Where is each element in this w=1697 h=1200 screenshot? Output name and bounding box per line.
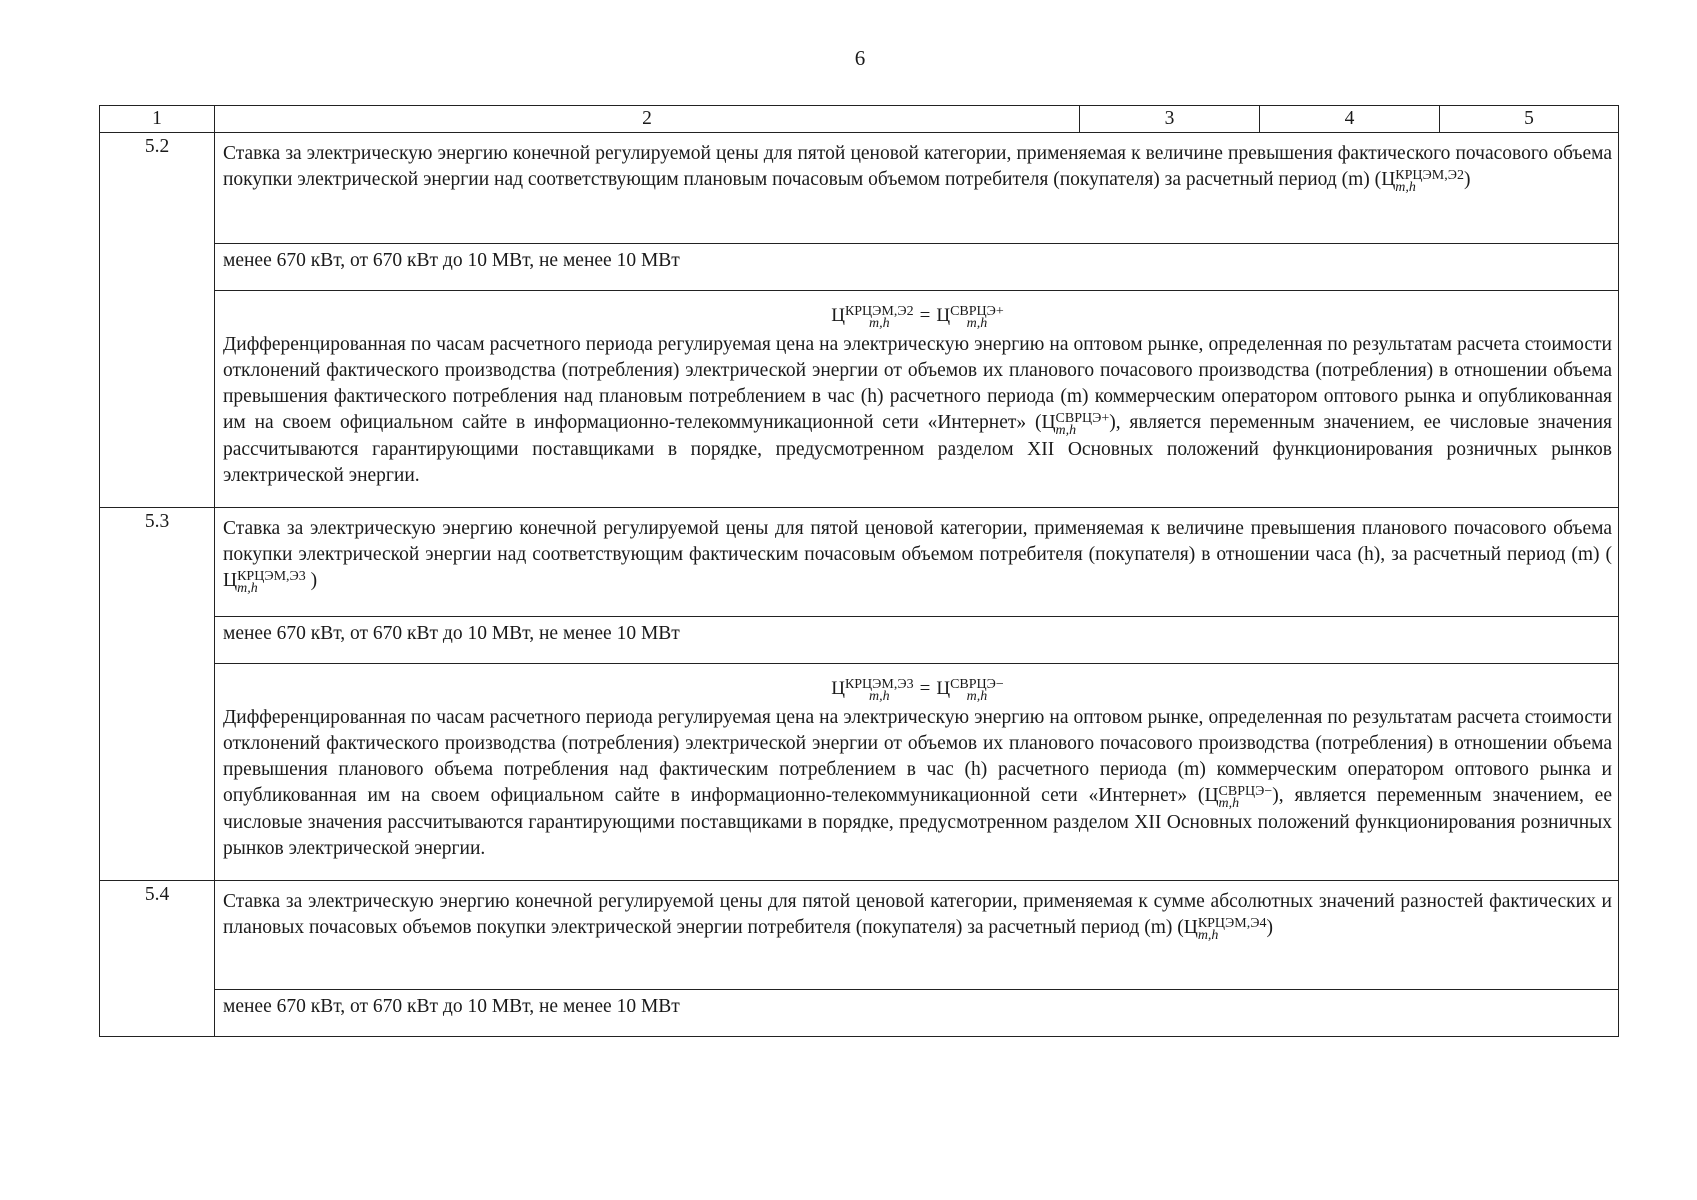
description-text: Ставка за электрическую энергию конечной регулируемой цены для пятой ценовой категории, применяемая к сумме абсолютных значений разностей фактических и плановых почасовых объемов покупки электрической энергии потребителя (покупателя) за расчетный период (m) (: [223, 891, 1612, 938]
table-row: [100, 244, 1619, 291]
tariff-table: [99, 105, 1619, 1037]
table-row: [100, 881, 1619, 990]
price-symbol: Ц КРЦЭМ,Э4 m,h: [1183, 916, 1267, 943]
price-symbol: Ц СВРЦЭ+ m,h: [1041, 411, 1110, 438]
price-symbol: Ц КРЦЭМ,Э3 m,h: [223, 569, 306, 596]
table-row: [100, 664, 1619, 881]
formula: Ц КРЦЭМ,Э3 m,h = Ц СВРЦЭ− m,h: [831, 677, 1004, 704]
table-row: [100, 990, 1619, 1037]
power-range: менее 670 кВт, от 670 кВт до 10 МВт, не менее 10 МВт: [215, 244, 1619, 291]
table-row: [100, 617, 1619, 664]
power-range: менее 670 кВт, от 670 кВт до 10 МВт, не менее 10 МВт: [215, 617, 1619, 664]
row-number: 5.4: [100, 881, 215, 1037]
description-text: Ставка за электрическую энергию конечной регулируемой цены для пятой ценовой категории, применяемая к величине превышения фактического почасового объема покупки электрической энергии над соответствующим плановым почасовым объемом потребителя (покупателя) за расчетный период (m) (: [223, 143, 1612, 190]
power-range: менее 670 кВт, от 670 кВт до 10 МВт, не менее 10 МВт: [215, 990, 1619, 1037]
column-header-5: 5: [1440, 106, 1619, 133]
formula-cell: Ц КРЦЭМ,Э2 m,h = Ц СВРЦЭ+ m,h Дифференцированная по часам расчетного периода регулируемая цена на электрическую энергию на оптовом рынке, определенная по результатам расчета стоимости отклонений фактического производства (потребления) электрической энергии от объемов их планового почасового производства (потребления) в отношении объема превышения фактического потребления над плановым потреблением в час (h) расчетного периода (m) коммерческим оператором оптового рынка и опубликованная им на своем официальном сайте в информационно-телекоммуникационной сети «Интернет» (Ц СВРЦЭ+ m,h ), является переменным значением, ее числовые значения рассчитываются гарантирующими поставщиками в порядке, предусмотренном разделом XII Основных положений функционирования розничных рынков электрической энергии.: [215, 291, 1619, 508]
column-header-1: 1: [100, 106, 215, 133]
rate-description: Ставка за электрическую энергию конечной регулируемой цены для пятой ценовой категории, применяемая к сумме абсолютных значений разностей фактических и плановых почасовых объемов покупки электрической энергии потребителя (покупателя) за расчетный период (m) (Ц КРЦЭМ,Э4 m,h ): [215, 881, 1619, 990]
price-symbol: Ц КРЦЭМ,Э2 m,h: [1381, 168, 1464, 195]
row-number: 5.3: [100, 508, 215, 881]
explanation-text: Дифференцированная по часам расчетного периода регулируемая цена на электрическую энергию на оптовом рынке, определенная по результатам расчета стоимости отклонений фактического производства (потребления) электрической энергии от объемов их планового почасового производства (потребления) в отношении объема превышения планового объема потребления над фактическим потреблением в час (h) расчетного периода (m) коммерческим оператором оптового рынка и опубликованная им на своем официальном сайте в информационно-телекоммуникационной сети «Интернет» (: [223, 707, 1612, 806]
price-symbol: Ц СВРЦЭ− m,h: [1204, 784, 1273, 811]
table-header-row: [100, 106, 1619, 133]
page-number: 6: [854, 46, 866, 70]
table-row: [100, 508, 1619, 617]
table-row: [100, 133, 1619, 244]
rate-description: Ставка за электрическую энергию конечной регулируемой цены для пятой ценовой категории, применяемая к величине превышения фактического почасового объема покупки электрической энергии над соответствующим плановым почасовым объемом потребителя (покупателя) за расчетный период (m) (Ц КРЦЭМ,Э2 m,h ): [215, 133, 1619, 244]
description-text: Ставка за электрическую энергию конечной регулируемой цены для пятой ценовой категории, применяемая к величине превышения планового почасового объема покупки электрической энергии над соответствующим фактическим почасовым объемом потребителя (покупателя) в отношении часа (h), за расчетный период (m) (: [223, 518, 1612, 565]
formula: Ц КРЦЭМ,Э2 m,h = Ц СВРЦЭ+ m,h: [831, 304, 1004, 331]
column-header-4: 4: [1260, 106, 1440, 133]
explanation-text: Дифференцированная по часам расчетного периода регулируемая цена на электрическую энергию на оптовом рынке, определенная по результатам расчета стоимости отклонений фактического производства (потребления) электрической энергии от объемов их планового почасового производства (потребления) в отношении объема превышения фактического потребления над плановым потреблением в час (h) расчетного периода (m) коммерческим оператором оптового рынка и опубликованная им на своем официальном сайте в информационно-телекоммуникационной сети «Интернет» (: [223, 334, 1612, 433]
table-row: [100, 291, 1619, 508]
row-number: 5.2: [100, 133, 215, 508]
formula-cell: Ц КРЦЭМ,Э3 m,h = Ц СВРЦЭ− m,h Дифференцированная по часам расчетного периода регулируемая цена на электрическую энергию на оптовом рынке, определенная по результатам расчета стоимости отклонений фактического производства (потребления) электрической энергии от объемов их планового почасового производства (потребления) в отношении объема превышения планового объема потребления над фактическим потреблением в час (h) расчетного периода (m) коммерческим оператором оптового рынка и опубликованная им на своем официальном сайте в информационно-телекоммуникационной сети «Интернет» (Ц СВРЦЭ− m,h ), является переменным значением, ее числовые значения рассчитываются гарантирующими поставщиками в порядке, предусмотренном разделом XII Основных положений функционирования розничных рынков электрической энергии.: [215, 664, 1619, 881]
column-header-2: 2: [215, 106, 1080, 133]
column-header-3: 3: [1080, 106, 1260, 133]
rate-description: Ставка за электрическую энергию конечной регулируемой цены для пятой ценовой категории, применяемая к величине превышения планового почасового объема покупки электрической энергии над соответствующим фактическим почасовым объемом потребителя (покупателя) в отношении часа (h), за расчетный период (m) (Ц КРЦЭМ,Э3 m,h ): [215, 508, 1619, 617]
